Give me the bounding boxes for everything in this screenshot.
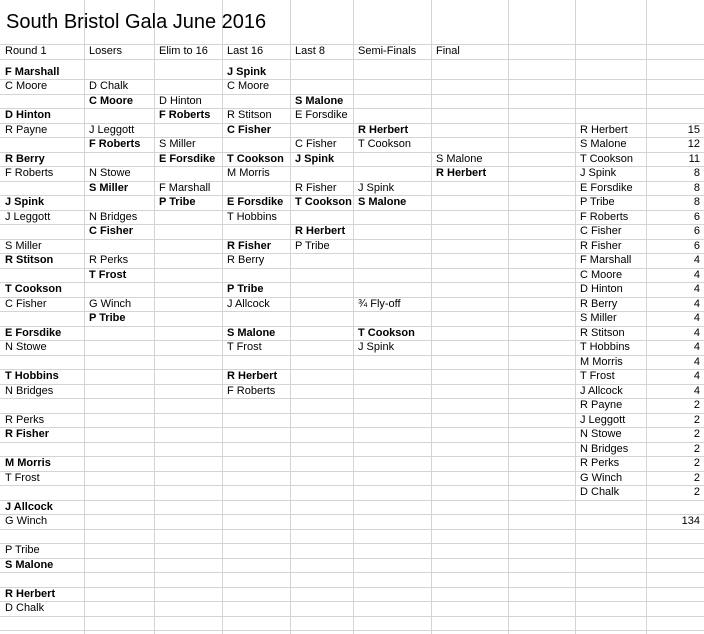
draw-cell[interactable]: E Forsdike	[159, 153, 216, 165]
column-divider	[222, 0, 223, 634]
standings-name[interactable]: R Herbert	[580, 124, 628, 136]
column-divider	[84, 0, 85, 634]
standings-name[interactable]: N Bridges	[580, 443, 629, 455]
draw-cell[interactable]: J Spink	[5, 196, 45, 208]
draw-cell[interactable]: R Stitson	[5, 254, 54, 266]
draw-cell[interactable]: N Stowe	[89, 167, 131, 179]
row-divider	[0, 514, 704, 515]
standings-points[interactable]: 2	[693, 414, 700, 426]
draw-cell[interactable]: R Herbert	[295, 225, 346, 237]
standings-points[interactable]: 11	[688, 153, 700, 165]
standings-name[interactable]: J Spink	[580, 167, 617, 179]
standings-points[interactable]: 2	[693, 472, 700, 484]
draw-cell[interactable]: R Fisher	[295, 182, 337, 194]
row-divider	[0, 59, 704, 60]
standings-name[interactable]: M Morris	[580, 356, 623, 368]
draw-cell[interactable]: J Spink	[295, 153, 335, 165]
draw-cell[interactable]: M Morris	[5, 457, 51, 469]
standings-name[interactable]: R Perks	[580, 457, 620, 469]
draw-cell[interactable]: F Marshall	[159, 182, 211, 194]
draw-cell[interactable]: J Leggott	[89, 124, 135, 136]
draw-cell[interactable]: D Chalk	[5, 602, 45, 614]
draw-cell[interactable]: N Bridges	[89, 211, 138, 223]
row-divider	[0, 529, 704, 530]
draw-cell[interactable]: T Cookson	[5, 283, 62, 295]
draw-cell[interactable]: S Malone	[295, 95, 344, 107]
standings-name[interactable]: S Miller	[580, 312, 617, 324]
standings-points[interactable]: 2	[693, 457, 700, 469]
draw-cell[interactable]: R Berry	[5, 153, 45, 165]
row-divider	[0, 543, 704, 544]
column-divider	[646, 0, 647, 634]
standings-name[interactable]: E Forsdike	[580, 182, 633, 194]
column-header[interactable]: Semi-Finals	[358, 45, 417, 57]
standings-name[interactable]: J Leggott	[580, 414, 626, 426]
draw-cell[interactable]: P Tribe	[295, 240, 330, 252]
draw-cell[interactable]: R Berry	[227, 254, 265, 266]
column-header[interactable]: Round 1	[5, 45, 47, 57]
standings-points[interactable]: 4	[693, 254, 700, 266]
draw-cell[interactable]: T Cookson	[358, 138, 411, 150]
standings-points[interactable]: 4	[693, 298, 700, 310]
standings-name[interactable]: F Roberts	[580, 211, 629, 223]
draw-cell[interactable]: E Forsdike	[295, 109, 348, 121]
column-header[interactable]: Final	[436, 45, 460, 57]
draw-cell[interactable]: C Moore	[5, 80, 48, 92]
standings-name[interactable]: J Allcock	[580, 385, 623, 397]
draw-cell[interactable]: J Spink	[358, 341, 395, 353]
row-divider	[0, 601, 704, 602]
draw-cell[interactable]: P Tribe	[5, 544, 40, 556]
draw-cell[interactable]: J Allcock	[227, 298, 270, 310]
standings-points[interactable]: 8	[693, 167, 700, 179]
draw-cell[interactable]: N Bridges	[5, 385, 54, 397]
draw-cell[interactable]: J Spink	[358, 182, 395, 194]
row-divider	[0, 587, 704, 588]
row-divider	[0, 572, 704, 573]
draw-cell[interactable]: T Frost	[227, 341, 262, 353]
standings-name[interactable]: R Payne	[580, 399, 623, 411]
standings-name[interactable]: T Frost	[580, 370, 615, 382]
draw-cell[interactable]: R Herbert	[436, 167, 487, 179]
draw-cell[interactable]: R Fisher	[227, 240, 272, 252]
standings-name[interactable]: C Fisher	[580, 225, 622, 237]
standings-points[interactable]: 4	[693, 283, 700, 295]
draw-cell[interactable]: ¾ Fly-off	[358, 298, 401, 310]
standings-points[interactable]: 2	[693, 428, 700, 440]
draw-cell[interactable]: P Tribe	[89, 312, 126, 324]
draw-cell[interactable]: F Roberts	[89, 138, 141, 150]
standings-points[interactable]: 4	[693, 341, 700, 353]
draw-cell[interactable]: R Payne	[5, 124, 48, 136]
draw-cell[interactable]: R Herbert	[227, 370, 278, 382]
standings-name[interactable]: T Cookson	[580, 153, 633, 165]
standings-points[interactable]: 8	[693, 196, 700, 208]
standings-points[interactable]: 6	[693, 240, 700, 252]
draw-cell[interactable]: G Winch	[5, 515, 48, 527]
draw-cell[interactable]: R Herbert	[358, 124, 409, 136]
draw-cell[interactable]: S Malone	[358, 196, 407, 208]
standings-name[interactable]: N Stowe	[580, 428, 622, 440]
draw-cell[interactable]: G Winch	[89, 298, 132, 310]
draw-cell[interactable]: F Roberts	[5, 167, 54, 179]
draw-cell[interactable]: J Spink	[227, 66, 267, 78]
draw-cell[interactable]: S Malone	[227, 327, 276, 339]
row-divider	[0, 616, 704, 617]
column-divider	[508, 0, 509, 634]
draw-cell[interactable]: T Cookson	[358, 327, 415, 339]
column-divider	[575, 0, 576, 634]
standings-name[interactable]: C Moore	[580, 269, 623, 281]
standings-points[interactable]: 4	[693, 312, 700, 324]
standings-name[interactable]: T Hobbins	[580, 341, 630, 353]
standings-name[interactable]: G Winch	[580, 472, 623, 484]
row-divider	[0, 108, 704, 109]
draw-cell[interactable]: C Moore	[89, 95, 133, 107]
draw-cell[interactable]: P Tribe	[159, 196, 196, 208]
draw-cell[interactable]: C Fisher	[295, 138, 337, 150]
draw-cell[interactable]: E Forsdike	[5, 327, 62, 339]
draw-cell[interactable]: C Fisher	[5, 298, 47, 310]
sheet-title[interactable]: South Bristol Gala June 2016	[6, 11, 267, 33]
draw-cell[interactable]: S Miller	[5, 240, 42, 252]
standings-points[interactable]: 4	[693, 356, 700, 368]
standings-points[interactable]: 8	[693, 182, 700, 194]
standings-points[interactable]: 4	[693, 385, 700, 397]
draw-cell[interactable]: T Cookson	[227, 153, 284, 165]
draw-cell[interactable]: R Fisher	[5, 428, 50, 440]
standings-points[interactable]: 4	[693, 269, 700, 281]
column-divider	[353, 0, 354, 634]
draw-cell[interactable]: S Malone	[5, 559, 54, 571]
draw-cell[interactable]: N Stowe	[5, 341, 47, 353]
draw-cell[interactable]: S Miller	[89, 182, 129, 194]
draw-cell[interactable]: C Fisher	[89, 225, 134, 237]
draw-cell[interactable]: M Morris	[227, 167, 270, 179]
standings-name[interactable]: P Tribe	[580, 196, 615, 208]
row-divider	[0, 630, 704, 631]
standings-name[interactable]: R Fisher	[580, 240, 622, 252]
row-divider	[0, 500, 704, 501]
row-divider	[0, 558, 704, 559]
draw-cell[interactable]: S Malone	[436, 153, 483, 165]
standings-points[interactable]: 2	[693, 399, 700, 411]
draw-cell[interactable]: R Perks	[89, 254, 129, 266]
draw-cell[interactable]: T Hobbins	[227, 211, 277, 223]
standings-points[interactable]: 2	[693, 443, 700, 455]
column-divider	[431, 0, 432, 634]
draw-cell[interactable]: T Hobbins	[5, 370, 59, 382]
standings-points[interactable]: 4	[693, 370, 700, 382]
standings-name[interactable]: D Hinton	[580, 283, 623, 295]
standings-points[interactable]: 12	[687, 138, 700, 150]
standings-name[interactable]: S Malone	[580, 138, 627, 150]
column-header[interactable]: Last 8	[295, 45, 325, 57]
standings-points[interactable]: 2	[693, 486, 700, 498]
draw-cell[interactable]: T Cookson	[295, 196, 352, 208]
draw-cell[interactable]: R Herbert	[5, 588, 56, 600]
column-divider	[154, 0, 155, 634]
standings-name[interactable]: R Berry	[580, 298, 618, 310]
standings-name[interactable]: R Stitson	[580, 327, 625, 339]
draw-cell[interactable]: E Forsdike	[227, 196, 284, 208]
standings-points[interactable]: 6	[693, 225, 700, 237]
standings-name[interactable]: F Marshall	[580, 254, 632, 266]
draw-cell[interactable]: S Miller	[159, 138, 196, 150]
draw-cell[interactable]: D Hinton	[159, 95, 202, 107]
draw-cell[interactable]: D Chalk	[89, 80, 129, 92]
draw-cell[interactable]: R Stitson	[227, 109, 272, 121]
column-divider	[290, 0, 291, 634]
draw-cell[interactable]: D Hinton	[5, 109, 51, 121]
draw-cell[interactable]: F Marshall	[5, 66, 60, 78]
draw-cell[interactable]: T Frost	[89, 269, 127, 281]
column-header[interactable]: Last 16	[227, 45, 264, 57]
draw-cell[interactable]: R Perks	[5, 414, 45, 426]
draw-cell[interactable]: T Frost	[5, 472, 40, 484]
points-total[interactable]: 134	[681, 515, 700, 527]
standings-name[interactable]: D Chalk	[580, 486, 620, 498]
draw-cell[interactable]: J Leggott	[5, 211, 51, 223]
draw-cell[interactable]: C Moore	[227, 80, 270, 92]
standings-points[interactable]: 4	[693, 327, 700, 339]
standings-points[interactable]: 6	[693, 211, 700, 223]
draw-cell[interactable]: F Roberts	[159, 109, 211, 121]
draw-cell[interactable]: F Roberts	[227, 385, 276, 397]
draw-cell[interactable]: J Allcock	[5, 501, 53, 513]
column-header[interactable]: Elim to 16	[159, 45, 208, 57]
column-header[interactable]: Losers	[89, 45, 123, 57]
draw-cell[interactable]: P Tribe	[227, 283, 264, 295]
draw-cell[interactable]: C Fisher	[227, 124, 272, 136]
standings-points[interactable]: 15	[687, 124, 700, 136]
